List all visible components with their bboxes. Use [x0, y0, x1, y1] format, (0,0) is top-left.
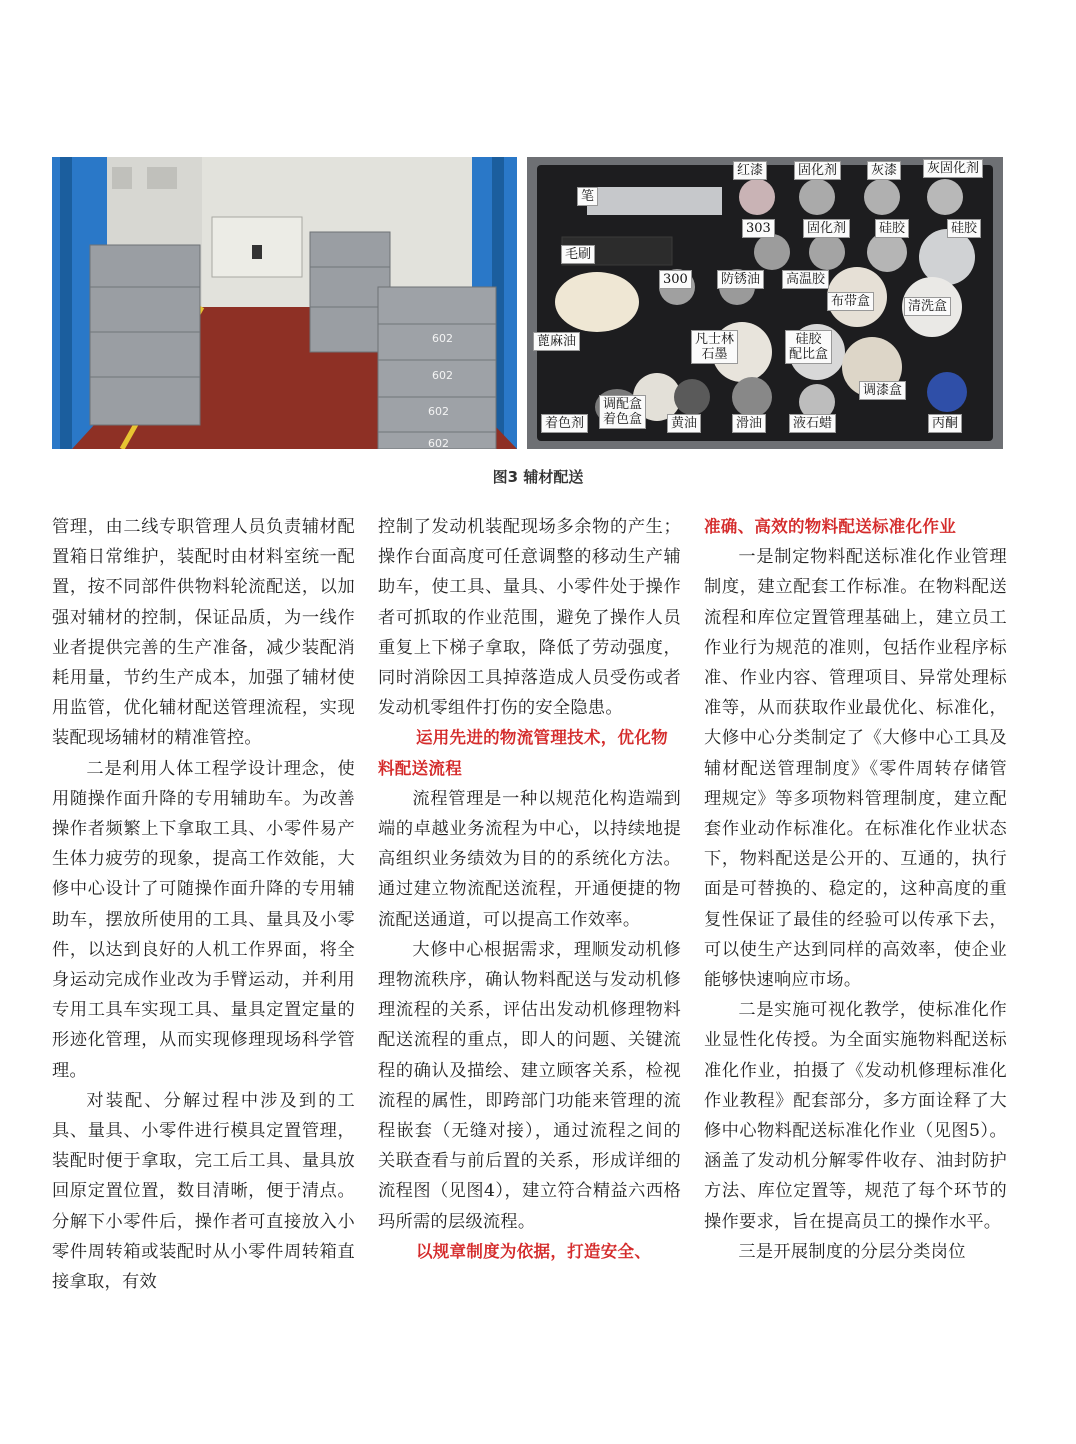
label-lube-oil: 滑油 [732, 414, 766, 433]
paragraph: 流程管理是一种以规范化构造端到端的卓越业务流程为中心，以持续地提高组织业务绩效为目的的系统化方法。通过建立物流配送流程，开通便捷的物流配送通道，可以提高工作效率。 [378, 788, 681, 930]
paragraph: 三是开展制度的分层分类岗位 [738, 1241, 966, 1262]
label-303: 303 [742, 219, 775, 238]
section-heading-continued: 准确、高效的物料配送标准化作业 [704, 517, 956, 536]
label-acetone: 丙酮 [928, 414, 962, 433]
paragraph: 管理，由二线专职管理人员负责辅材配置箱日常维护，装配时由材料室统一配置，按不同部件供物料轮流配送，以加强对辅材的控制，保证品质，为一线作业者提供完善的生产准备，减少装配消耗用量，节约生产成本，加强了辅材使用监管，优化辅材配送管理流程，实现装配现场辅材的精准管控。 [52, 517, 355, 749]
label-cleaning-box: 清洗盒 [904, 297, 951, 316]
label-tape-box: 布带盒 [827, 292, 874, 311]
label-rust-oil: 防锈油 [717, 270, 764, 289]
label-colorant: 着色剂 [541, 414, 588, 433]
label-paint-mixing-box: 调漆盒 [859, 381, 906, 400]
paragraph: 控制了发动机装配现场多余物的产生；操作台面高度可任意调整的移动生产辅助车，使工具、量具、小零件处于操作者可抓取的作业范围，避免了操作人员重复上下梯子拿取，降低了劳动强度，同时消除因工具掉落造成人员受伤或者发动机零组件打伤的安全隐患。 [378, 517, 681, 719]
label-pen: 笔 [577, 187, 598, 206]
label-brush: 毛刷 [561, 245, 595, 264]
label-grease: 黄油 [667, 414, 701, 433]
label-gray-hardener: 灰固化剂 [923, 159, 983, 178]
section-heading: 以规章制度为依据，打造安全、 [415, 1241, 652, 1261]
figure-caption: 图3 辅材配送 [492, 468, 584, 486]
label-silica-ratio-box: 硅胶 配比盒 [785, 330, 832, 364]
paragraph: 大修中心根据需求，理顺发动机修理物流秩序，确认物料配送与发动机修理流程的关系，评估出发动机修理物料配送流程的重点，即人的问题、关键流程的确认及描绘、建立顾客关系，检视流程的属性，即跨部门功能来管理的流程嵌套（无缝对接），通过流程之间的关联查看与前后置的关系，形成详细的流程图（见图4），建立符合精益六西格玛所需的层级流程。 [378, 939, 681, 1232]
label-silica-gel-2: 硅胶 [947, 219, 981, 238]
crate-label: 602 [428, 437, 449, 449]
label-vaseline-graphite: 凡士林 石墨 [691, 330, 738, 364]
label-castor-oil: 蓖麻油 [533, 332, 580, 351]
label-red-paint: 红漆 [733, 161, 767, 180]
text-column-1 [52, 512, 355, 1297]
paragraph: 一是制定物料配送标准化作业管理制度，建立配套工作标准。在物料配送流程和库位定置管理基础上，建立员工作业行为规范的准则，包括作业程序标准、作业内容、管理项目、异常处理标准等，从而获取作业最优化、标准化，大修中心分类制定了《大修中心工具及辅材配送管理制度》《零件周转存储管理规定》等多项物料管理制度，建立配套作业动作标准化。在标准化作业状态下，物料配送是公开的、互通的，执行面是可替换的、稳定的，这种高度的重复性保证了最佳的经验可以传承下去，可以使生产达到同样的高效率，使企业能够快速响应市场。 [704, 547, 1007, 991]
crate-label: 602 [432, 369, 453, 382]
paragraph: 二是实施可视化教学，使标准化作业显性化传授。为全面实施物料配送标准化作业，拍摄了《发动机修理标准化作业教程》配套部分，多方面诠释了大修中心物料配送标准化作业（见图5）。涵盖了发动机分解零件收存、油封防护方法、库位定置等，规范了每个环节的操作要求，旨在提高员工的操作水平。 [704, 1000, 1007, 1232]
label-hardener: 固化剂 [794, 161, 841, 180]
label-mix-color-box: 调配盒 着色盒 [599, 395, 646, 429]
crate-label: 602 [432, 332, 453, 345]
warehouse-photo [52, 157, 517, 449]
text-column-3 [704, 512, 1007, 1267]
label-gray-paint: 灰漆 [867, 161, 901, 180]
warehouse-photo-drawing [52, 157, 517, 449]
label-hardener-2: 固化剂 [803, 219, 850, 238]
material-tray-photo [527, 157, 1003, 449]
label-liquid-paraffin: 液石蜡 [789, 414, 836, 433]
text-column-2 [378, 512, 681, 1267]
label-silica-gel: 硅胶 [875, 219, 909, 238]
label-high-temp-glue: 高温胶 [782, 270, 829, 289]
paragraph: 对装配、分解过程中涉及到的工具、量具、小零件进行模具定置管理，装配时便于拿取，完工后工具、量具放回原定置位置，数目清晰，便于清点。分解下小零件后，操作者可直接放入小零件周转箱或装配时从小零件周转箱直接拿取，有效 [52, 1090, 355, 1293]
crate-label: 602 [428, 405, 449, 418]
section-heading: 运用先进的物流管理技术，优化物料配送流程 [378, 728, 668, 778]
paragraph: 二是利用人体工程学设计理念，使用随操作面升降的专用辅助车。为改善操作者频繁上下拿取工具、小零件易产生体力疲劳的现象，提高工作效能，大修中心设计了可随操作面升降的专用辅助车，摆放所使用的工具、量具及小零件，以达到良好的人机工作界面，将全身运动完成作业改为手臂运动，并利用专用工具车实现工具、量具定置定量的形迹化管理，从而实现修理现场科学管理。 [52, 758, 355, 1081]
label-300: 300 [659, 270, 692, 289]
